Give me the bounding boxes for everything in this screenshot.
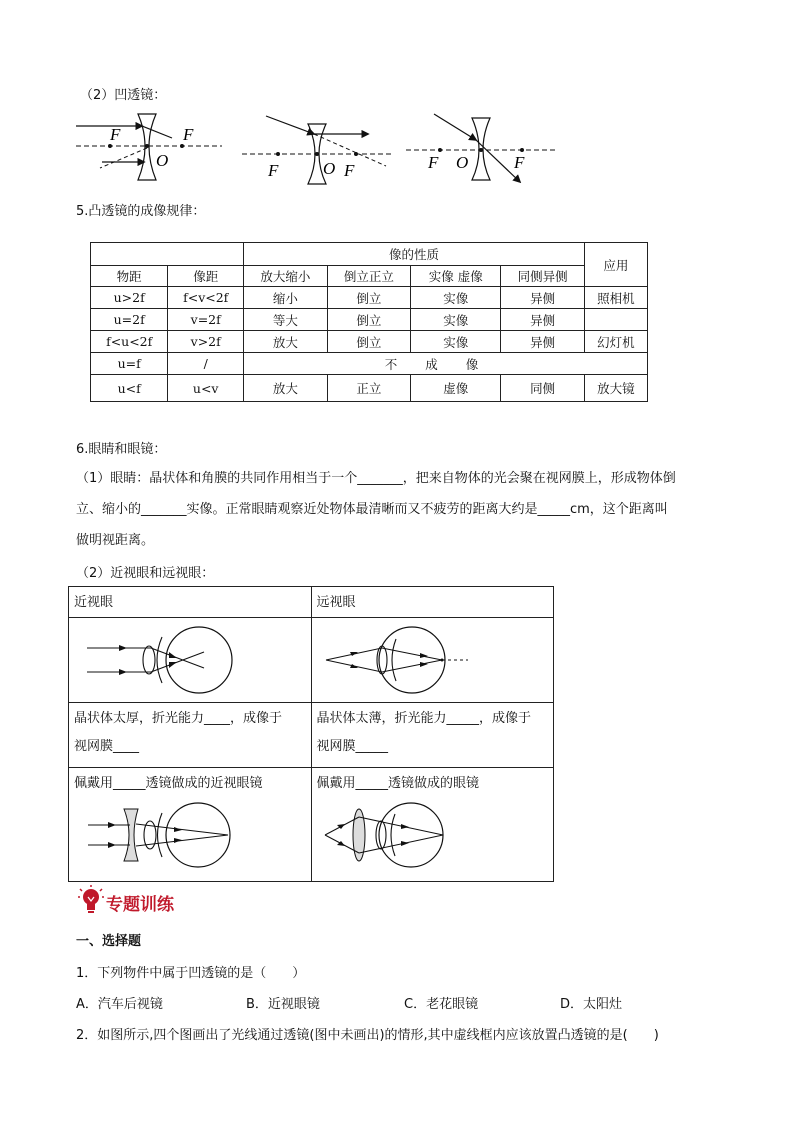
section6-p2: 立、缩小的_______实像。正常眼睛观察近处物体最清晰而又不疲劳的距离大约是_____cm，这个距离叫: [76, 502, 668, 517]
table-row: f<u<2f v>2f 放大 倒立 实像 异侧 幻灯机: [91, 331, 648, 353]
section6-p1: （1）眼睛：晶状体和角膜的共同作用相当于一个_______，把来自物体的光会聚在视网膜上，形成物体倒: [76, 471, 676, 486]
focus-label: F: [514, 153, 525, 172]
myopia-desc-2: 视网膜____: [74, 739, 140, 754]
header-magnification: 放大缩小: [244, 266, 328, 287]
part1-title: 一、选择题: [76, 934, 142, 949]
group-header: 像的性质: [244, 243, 585, 266]
myopia-desc-1: 晶状体太厚，折光能力____，成像于: [74, 711, 283, 726]
header-object-distance: 物距: [91, 266, 168, 287]
training-heading: 专题训练: [106, 895, 174, 915]
table-row: u=2f v=2f 等大 倒立 实像 异侧: [91, 309, 648, 331]
q1-option-c: C．老花眼镜: [404, 997, 479, 1012]
focus-label: F: [428, 153, 439, 172]
focus-label: F: [183, 125, 194, 144]
center-label: O: [156, 151, 169, 170]
header-image-distance: 像距: [168, 266, 244, 287]
hyperopia-correction-diagram: [317, 791, 547, 873]
header-real-virtual: 实像 虚像: [411, 266, 501, 287]
section6-title: 6.眼睛和眼镜：: [76, 442, 167, 457]
myopia-eye-diagram: [69, 618, 309, 698]
question-1: 1．下列物件中属于凹透镜的是（ ）: [76, 966, 306, 981]
q1-option-a: A．汽车后视镜: [76, 997, 163, 1012]
q1-option-d: D．太阳灶: [560, 997, 623, 1012]
section6-p3: 做明视距离。: [76, 533, 155, 548]
table-row: u>2f f<v<2f 缩小 倒立 实像 异侧 照相机: [91, 287, 648, 309]
concave-diagram-1: [76, 114, 222, 180]
table-row: u=f / 不成像: [91, 353, 648, 375]
hyperopia-eye-diagram: [312, 618, 552, 698]
focus-label: F: [344, 161, 355, 180]
header-side: 同侧异侧: [501, 266, 585, 287]
myopia-correction-diagram: [74, 791, 304, 873]
focus-label: F: [268, 161, 279, 180]
hyperopia-fix: 佩戴用_____透镜做成的眼镜: [316, 776, 480, 791]
question-2: 2．如图所示,四个图画出了光线通过透镜(图中未画出)的情形,其中虚线框内应该放置凸透镜的是( ): [76, 1028, 659, 1043]
concave-lens-label: （2）凹透镜：: [80, 88, 167, 103]
myopia-header: 近视眼: [69, 587, 312, 618]
hyperopia-desc-1: 晶状体太薄，折光能力_____，成像于: [316, 711, 532, 726]
lightbulb-icon: [78, 885, 104, 915]
section6-p4: （2）近视眼和远视眼：: [76, 566, 215, 581]
q1-option-b: B．近视眼镜: [246, 997, 320, 1012]
header-orientation: 倒立正立: [327, 266, 411, 287]
myopia-fix: 佩戴用_____透镜做成的近视眼镜: [74, 776, 263, 791]
imaging-rules-table: [90, 242, 648, 402]
eye-table: [68, 586, 554, 882]
hyperopia-desc-2: 视网膜_____: [316, 739, 389, 754]
concave-diagram-2: [242, 116, 392, 184]
center-label: O: [323, 159, 336, 178]
table-row: u<f u<v 放大 正立 虚像 同侧 放大镜: [91, 375, 648, 402]
concave-lens-diagrams: [72, 108, 562, 188]
focus-label: F: [110, 125, 121, 144]
header-application: 应用: [584, 243, 647, 287]
hyperopia-header: 远视眼: [311, 587, 554, 618]
center-label: O: [456, 153, 469, 172]
section5-title: 5.凸透镜的成像规律：: [76, 204, 206, 219]
concave-diagram-3: [406, 114, 558, 182]
